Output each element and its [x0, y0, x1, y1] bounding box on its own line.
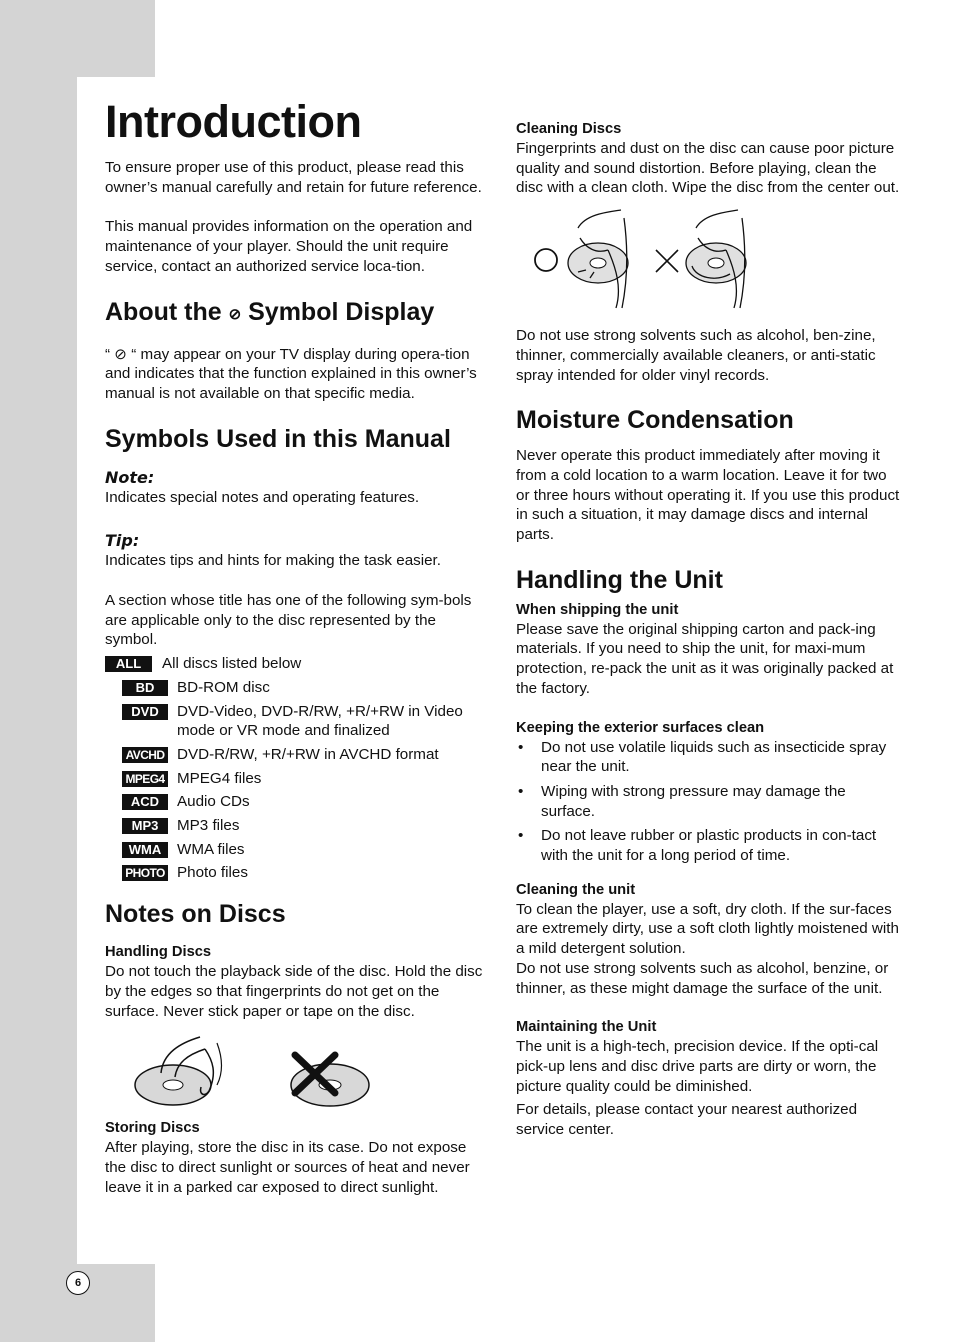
details-text: For details, please contact your nearest authorized service center.	[516, 1101, 858, 1139]
symbols-heading: Symbols Used in this Manual	[105, 424, 451, 453]
right-column	[516, 120, 902, 1140]
all-badge: ALL	[105, 656, 152, 672]
about-quote-open: “	[105, 345, 111, 363]
symbol-row-bd	[105, 678, 490, 698]
cleaning-discs-heading: Cleaning Discs	[516, 121, 622, 137]
handling-discs-heading: Handling Discs	[105, 944, 212, 961]
symbol-row-dvd	[105, 702, 490, 741]
mpeg4-badge: MPEG4	[122, 771, 168, 787]
mp3-badge: MP3	[122, 818, 168, 834]
photo-badge: PHOTO	[122, 865, 168, 881]
cleaning-discs-text: Fingerprints and dust on the disc can cause poor picture quality and sound distortion. Before playing, clean the disc with a clean cloth. Wipe the disc from the center out.	[516, 140, 900, 197]
storing-discs-text: After playing, store the disc in its case. Do not expose the disc to direct sunlight or sources of heat and never leave it in a parked car exposed to direct sunlight.	[105, 1139, 470, 1196]
symbol-desc: Photo files	[177, 864, 248, 882]
symbol-desc: WMA files	[177, 840, 245, 858]
shipping-heading: When shipping the unit	[516, 601, 679, 618]
moisture-heading: Moisture Condensation	[516, 406, 794, 435]
note-heading: Note:	[105, 467, 155, 487]
prohibited-symbol-icon-inline: ⊘	[114, 345, 128, 363]
about-heading-part1: About the	[105, 297, 222, 326]
solvents-warning-text: Do not use strong solvents such as alcohol, ben-zine, thinner, commercially available cleaners, or anti-static spray intended for older vinyl records.	[516, 327, 876, 384]
wipe-center-out-icon	[568, 210, 628, 308]
symbol-row-mp3	[105, 816, 490, 836]
about-symbol-text	[105, 345, 490, 404]
wma-badge: WMA	[122, 842, 168, 858]
exterior-bullet-list	[516, 738, 902, 866]
symbol-row-all	[105, 654, 490, 674]
maintaining-text: The unit is a high-tech, precision device. If the opti-cal pick-up lens and disc drive parts are dirty or worn, the picture quality could be diminished.	[516, 1038, 879, 1095]
disc-cleaning-illustration	[516, 208, 902, 316]
avchd-badge: AVCHD	[122, 747, 168, 763]
tip-text: Indicates tips and hints for making the task easier.	[105, 552, 441, 570]
symbol-row-wma	[105, 840, 490, 860]
symbol-desc: DVD-Video, DVD-R/RW, +R/+RW in Video mode or VR mode and finalized	[177, 702, 463, 740]
note-text: Indicates special notes and operating features.	[105, 488, 420, 506]
tip-heading: Tip:	[105, 531, 140, 551]
symbol-row-avchd	[105, 745, 490, 765]
symbol-desc: DVD-R/RW, +R/+RW in AVCHD format	[177, 745, 439, 763]
disc-symbol-list	[105, 654, 490, 883]
handling-discs-text: Do not touch the playback side of the disc. Hold the disc by the edges so that fingerprints do not get on the surface. Never stick paper or tape on the disc.	[105, 963, 483, 1020]
left-column	[105, 96, 490, 1197]
prohibited-symbol-icon: ⊘	[228, 305, 242, 323]
correct-hold-disc-icon	[135, 1037, 222, 1105]
symbol-row-photo	[105, 863, 490, 883]
about-quote-rest: “ may appear on your TV display during opera-tion and indicates that the function explained in this owner’s manual is not available on that specific media.	[105, 345, 477, 402]
symbol-desc: All discs listed below	[162, 655, 302, 673]
acd-badge: ACD	[122, 794, 168, 810]
incorrect-x-icon	[656, 250, 678, 272]
moisture-text: Never operate this product immediately after moving it from a cold location to a warm location. Leave it for two or three hours without operating it. If you use this product in such a situation, it may damage discs and internal parts.	[516, 447, 900, 544]
section-symbols-text: A section whose title has one of the following sym-bols are applicable only to the disc represented by the symbol.	[105, 592, 472, 649]
wipe-circular-icon	[686, 210, 746, 308]
intro-paragraph-2: This manual provides information on the operation and maintenance of your player. Should the unit require service, contact an authorized service loca-tion.	[105, 218, 473, 275]
cleaning-unit-text-1: To clean the player, use a soft, dry cloth. If the sur-faces are extremely dirty, use a soft cloth lightly moistened with a mild detergent solution.	[516, 900, 899, 958]
cleaning-unit-text-2: Do not use strong solvents such as alcohol, benzine, or thinner, as these might damage the surface of the unit.	[516, 959, 889, 997]
about-heading-part2: Symbol Display	[248, 297, 435, 326]
notes-on-discs-heading: Notes on Discs	[105, 900, 286, 929]
storing-discs-heading: Storing Discs	[105, 1120, 200, 1137]
exterior-heading: Keeping the exterior surfaces clean	[516, 719, 765, 736]
about-symbol-heading	[105, 297, 490, 330]
intro-paragraph-1: To ensure proper use of this product, please read this owner’s manual carefully and retain for future reference.	[105, 159, 482, 196]
symbol-desc: MP3 files	[177, 817, 240, 835]
symbol-row-acd	[105, 792, 490, 812]
disc-handling-illustration	[105, 1033, 490, 1115]
correct-circle-icon	[535, 249, 557, 271]
symbol-desc: Audio CDs	[177, 793, 250, 811]
incorrect-hold-disc-icon	[291, 1055, 369, 1106]
symbol-desc: BD-ROM disc	[177, 678, 270, 696]
page-title: Introduction	[105, 96, 362, 147]
symbol-row-mpeg4	[105, 769, 490, 789]
maintaining-heading: Maintaining the Unit	[516, 1019, 657, 1036]
list-item: • Do not use volatile liquids such as insecticide spray near the unit.	[516, 738, 902, 777]
dvd-badge: DVD	[122, 704, 168, 720]
list-item: • Wiping with strong pressure may damage the surface.	[516, 782, 902, 821]
cleaning-unit-heading: Cleaning the unit	[516, 881, 636, 898]
page-number: 6	[66, 1271, 90, 1295]
shipping-text: Please save the original shipping carton and pack-ing materials. If you need to ship the unit, for maxi-mum protection, re-pack the unit as it was originally packed at the factory.	[516, 620, 894, 697]
bd-badge: BD	[122, 680, 168, 696]
list-item: • Do not leave rubber or plastic products in con-tact with the unit for a long period of time.	[516, 826, 902, 865]
handling-unit-heading: Handling the Unit	[516, 565, 723, 594]
symbol-desc: MPEG4 files	[177, 769, 262, 787]
